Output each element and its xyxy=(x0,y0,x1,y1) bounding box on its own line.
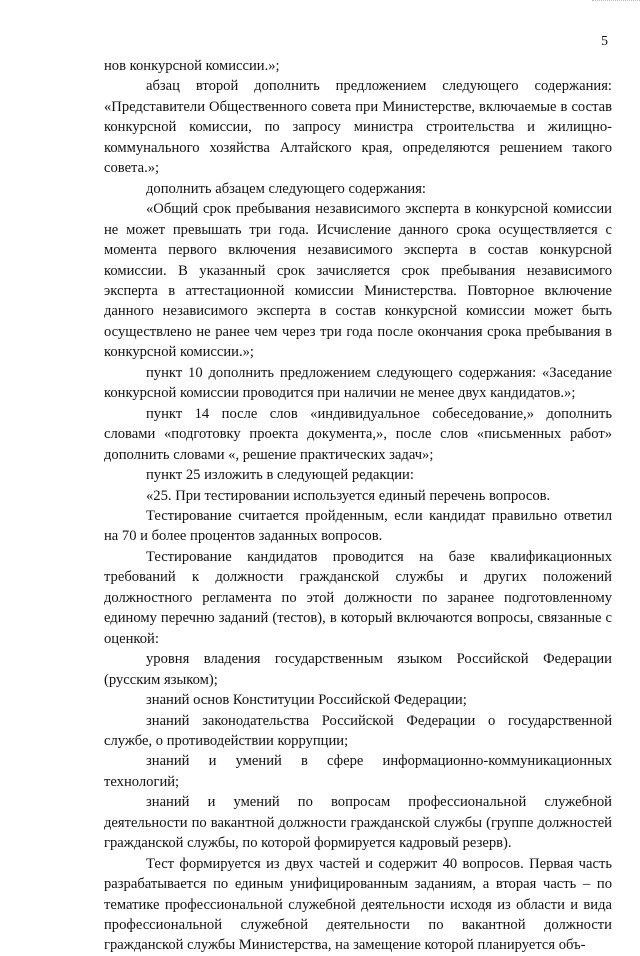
paragraph: уровня владения государственным языком Российской Федерации (русским языком); xyxy=(104,651,612,688)
document-body xyxy=(104,56,612,956)
paragraph: пункт 10 дополнить предложением следующего содержания: «Заседание конкурсной комиссии проводится при наличии не менее двух кандидатов.»; xyxy=(104,364,612,402)
paragraph: нов конкурсной комиссии.»; xyxy=(104,58,280,74)
paragraph: знаний и умений в сфере информационно-коммуникационных технологий; xyxy=(104,753,612,790)
scan-edge-mark xyxy=(592,0,640,9)
paragraph: знаний и умений по вопросам профессиональной служебной деятельности по вакантной должности гражданской службы (группе должностей гражданской службы, по которой формируется кадровый резерв). xyxy=(104,794,612,852)
paragraph: Тестирование кандидатов проводится на базе квалификационных требований к должности гражданской службы и других положений должностного регламента по этой должности по заранее подготовленному единому перечню заданий (тестов), в который включаются вопросы, связанные с оценкой: xyxy=(104,548,612,647)
paragraph: пункт 14 после слов «индивидуальное собеседование,» дополнить словами «подготовку проекта документа,», после слов «письменных работ» дополнить словами «, решение практических задач»; xyxy=(104,405,612,463)
paragraph: знаний законодательства Российской Федерации о государственной службе, о противодействии коррупции; xyxy=(104,712,612,749)
paragraph: Тестирование считается пройденным, если кандидат правильно ответил на 70 и более процентов заданных вопросов. xyxy=(104,507,612,545)
paragraph: пункт 25 изложить в следующей редакции: xyxy=(146,467,414,484)
page-number: 5 xyxy=(601,34,608,49)
paragraph: дополнить абзацем следующего содержания: xyxy=(146,180,426,197)
paragraph: Тест формируется из двух частей и содержит 40 вопросов. Первая часть разрабатывается по единым унифицированным заданиям, а вторая часть – по тематике профессиональной служебной деятельности исходя из области и вида профессиональной служебной деятельности по вакантной должности гражданской службы Министерства, на замещение которой планируется объ- xyxy=(104,855,612,954)
paragraph: знаний основ Конституции Российской Федерации; xyxy=(146,692,467,709)
paragraph: «25. При тестировании используется единый перечень вопросов. xyxy=(146,487,551,504)
paragraph: абзац второй дополнить предложением следующего содержания: «Представители Общественного совета при Министерстве, включаемые в состав конкурсной комиссии, по запросу министра строительства и жилищно-коммунального хозяйства Алтайского края, определяются решением такого совета.»; xyxy=(104,78,612,177)
paragraph: «Общий срок пребывания независимого эксперта в конкурсной комиссии не может превышать три года. Исчисление данного срока осуществляется с момента первого включения независимого эксперта в состав конкурсной комиссии. В указанный срок зачисляется срок пребывания независимого эксперта в аттестационной комиссии Министерства. Повторное включение данного независимого эксперта в состав конкурсной комиссии может быть осуществлено не ранее чем через три года после окончания срока пребывания в конкурсной комиссии.»; xyxy=(104,201,612,361)
